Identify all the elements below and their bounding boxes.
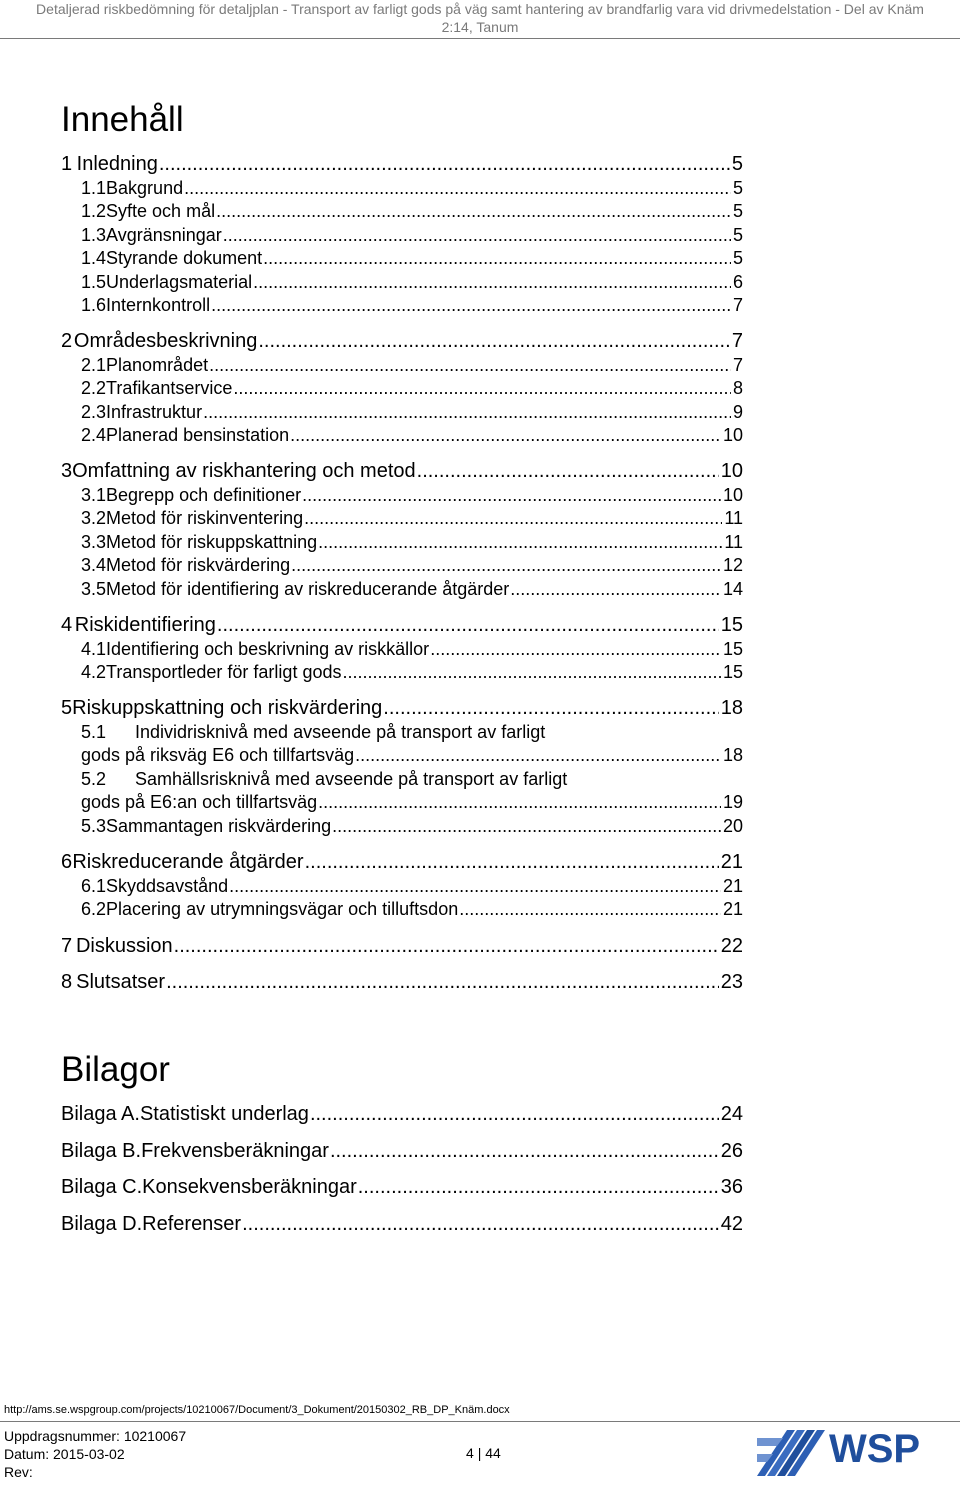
toc-entry-5-2-line2[interactable]: gods på E6:an och tillfartsväg ..... 19 [81, 791, 743, 813]
running-header [0, 0, 960, 39]
toc-entry-2-3[interactable]: 2.3 Infrastruktur ..... 9 [81, 401, 743, 423]
page-separator: | [477, 1445, 482, 1461]
toc-entry-4[interactable]: 4 Riskidentifiering ..... 15 [61, 613, 743, 637]
toc-entry-3-4[interactable]: 3.4 Metod för riskvärdering ..... 12 [81, 554, 743, 576]
toc-entry-6-1[interactable]: 6.1 Skyddsavstånd ..... 21 [81, 875, 743, 897]
appendix-entry-b[interactable]: Bilaga B. Frekvensberäkningar ..... 26 [61, 1139, 743, 1163]
footer-divider [0, 1421, 960, 1422]
footer-file-path: http://ams.se.wspgroup.com/projects/10210067/Document/3_Dokument/20150302_RB_DP_Knäm.docx [4, 1404, 510, 1416]
toc-entry-7[interactable]: 7 Diskussion ..... 22 [61, 934, 743, 958]
page-total: 44 [485, 1445, 501, 1461]
header-line-1: Detaljerad riskbedömning för detaljplan - Transport av farligt gods på väg samt hantering av brandfarlig vara vid drivmedelstation - Del av Knäm [36, 1, 924, 17]
toc-heading: Innehåll [61, 100, 184, 139]
toc-entry-1-6[interactable]: 1.6 Internkontroll ..... 7 [81, 294, 743, 316]
toc-entry-3-2[interactable]: 3.2 Metod för riskinventering ..... 11 [81, 507, 743, 529]
toc-entry-1[interactable]: 1 Inledning ..... 5 [61, 152, 743, 176]
toc-entry-6[interactable]: 6 Riskreducerande åtgärder ..... 21 [61, 850, 743, 874]
toc-entry-2-2[interactable]: 2.2 Trafikantservice ..... 8 [81, 377, 743, 399]
toc-entry-1-2[interactable]: 1.2 Syfte och mål ..... 5 [81, 200, 743, 222]
page-current: 4 [466, 1445, 474, 1461]
footer-datum: Datum: 2015-03-02 [4, 1446, 125, 1462]
toc-entry-2-4[interactable]: 2.4 Planerad bensinstation ..... 10 [81, 424, 743, 446]
toc-entry-3[interactable]: 3 Omfattning av riskhantering och metod ..... 10 [61, 459, 743, 483]
appendix-entry-a[interactable]: Bilaga A. Statistiskt underlag ..... 24 [61, 1102, 743, 1126]
toc-entry-1-5[interactable]: 1.5 Underlagsmaterial ..... 6 [81, 271, 743, 293]
toc-entry-2[interactable]: 2 Områdesbeskrivning ..... 7 [61, 329, 743, 353]
toc-entry-2-1[interactable]: 2.1 Planområdet ..... 7 [81, 354, 743, 376]
toc-entry-6-2[interactable]: 6.2 Placering av utrymningsvägar och tilluftsdon ..... 21 [81, 898, 743, 920]
wsp-logo-text: WSP [829, 1427, 921, 1471]
appendix-entry-c[interactable]: Bilaga C. Konsekvensberäkningar ..... 36 [61, 1175, 743, 1199]
toc-entry-8[interactable]: 8 Slutsatser ..... 23 [61, 970, 743, 994]
toc-entry-4-2[interactable]: 4.2 Transportleder för farligt gods ..... 15 [81, 661, 743, 683]
toc-entry-5[interactable]: 5 Riskuppskattning och riskvärdering ..... 18 [61, 696, 743, 720]
toc-entry-5-1-line2[interactable]: gods på riksväg E6 och tillfartsväg ..... 18 [81, 744, 743, 766]
appendix-entry-d[interactable]: Bilaga D. Referenser ..... 42 [61, 1212, 743, 1236]
page-number [466, 1445, 501, 1462]
toc-entry-1-1[interactable]: 1.1 Bakgrund ..... 5 [81, 177, 743, 199]
toc-entry-3-1[interactable]: 3.1 Begrepp och definitioner ..... 10 [81, 484, 743, 506]
toc-entry-5-3[interactable]: 5.3 Sammantagen riskvärdering ..... 20 [81, 815, 743, 837]
header-line-2: 2:14, Tanum [441, 19, 519, 35]
toc-entry-1-3[interactable]: 1.3 Avgränsningar ..... 5 [81, 224, 743, 246]
toc-entry-4-1[interactable]: 4.1 Identifiering och beskrivning av riskkällor ..... 15 [81, 638, 743, 660]
footer-uppdragsnummer: Uppdragsnummer: 10210067 [4, 1428, 187, 1444]
wsp-logo-icon [757, 1424, 955, 1480]
footer-rev: Rev: [4, 1464, 33, 1480]
appendix-heading: Bilagor [61, 1050, 170, 1089]
toc-entry-5-2-line1[interactable]: 5.2 Samhällsrisknivå med avseende på transport av farligt [81, 769, 568, 789]
toc-entry-5-1-line1[interactable]: 5.1 Individrisknivå med avseende på transport av farligt [81, 722, 546, 742]
toc-entry-1-4[interactable]: 1.4 Styrande dokument ..... 5 [81, 247, 743, 269]
toc-entry-3-5[interactable]: 3.5 Metod för identifiering av riskreducerande åtgärder ..... 14 [81, 578, 743, 600]
wsp-logo [757, 1424, 955, 1485]
toc-entry-3-3[interactable]: 3.3 Metod för riskuppskattning ..... 11 [81, 531, 743, 553]
